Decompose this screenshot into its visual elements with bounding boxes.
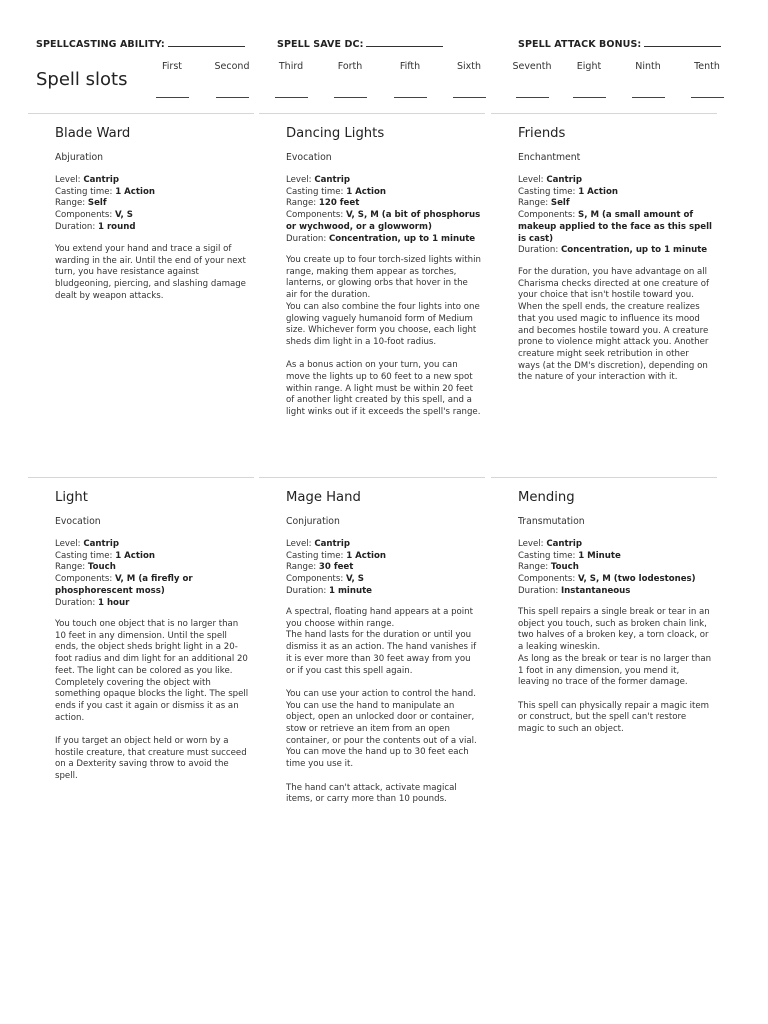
- slot-blank-4[interactable]: [394, 97, 427, 98]
- spell-duration: Concentration, up to 1 minute: [560, 245, 708, 256]
- slot-label-1: Second: [214, 61, 250, 72]
- spell-name: Light: [55, 490, 88, 505]
- components-label: Components:: [518, 574, 576, 585]
- description-paragraph: If you target an object held or worn by a hostile creature, that creature must succeed on a Dexterity saving throw to avoid the spell.: [55, 736, 247, 782]
- spell-name: Friends: [518, 126, 566, 141]
- description-paragraph: For the duration, you have advantage on all Charisma checks directed at one creature of your choice that isn't hostile toward you. When the spell ends, the creature realizes that you used magic to influence its mood and becomes hostile toward you. A creature prone to violence might attack you. Another creature might seek retribution in other ways (at the DM's discretion), depending on the nature of your interaction with it.: [518, 267, 710, 383]
- description-paragraph: You create up to four torch-sized lights within range, making them appear as torches, lanterns, or glowing orbs that hover in the air for the duration. You can also combine the four lights into one glowing vaguely humanoid form of Medium size. Whichever form you choose, each light sheds dim light in a 10-foot radius.: [286, 255, 481, 347]
- spell-name: Mending: [518, 490, 575, 505]
- spell-duration-row: [518, 245, 718, 257]
- spell-description: [286, 607, 481, 806]
- range-label: Range:: [286, 562, 317, 573]
- spell-slots-title: Spell slots: [36, 69, 128, 90]
- spell-components: V, S, M (a bit of phosphorus or wychwood, or a glowworm): [286, 210, 481, 232]
- spell-components-row: [55, 210, 255, 222]
- casting-time-label: Casting time:: [286, 550, 344, 561]
- spell-level: Cantrip: [83, 175, 119, 185]
- spell-casting-time-row: [518, 187, 718, 199]
- spell-casting-time: 1 Minute: [578, 550, 621, 561]
- spell-level-row: [518, 539, 718, 551]
- card-divider: [28, 113, 254, 114]
- card-divider: [28, 477, 254, 478]
- range-label: Range:: [55, 562, 86, 573]
- spell-casting-time: 1 Action: [115, 550, 155, 561]
- casting-time-label: Casting time:: [286, 186, 344, 197]
- spell-components-row: [286, 210, 486, 233]
- spell-attack-bonus-field: [518, 37, 721, 50]
- slot-label-2: Third: [278, 61, 304, 72]
- spellcasting-ability-field: [36, 37, 245, 50]
- description-paragraph: This spell repairs a single break or tear in an object you touch, such as broken chain link, two halves of a broken key, a torn cloack, or a leaking wineskin. As long as the break or tear is no larger than 1 foot in any dimension, you mend it, leaving no trace of the former damage.: [518, 607, 712, 688]
- spell-name: Mage Hand: [286, 490, 361, 505]
- spell-level-row: [518, 175, 718, 187]
- spell-components: S, M (a small amount of makeup applied to the face as this spell is cast): [518, 210, 712, 244]
- spell-duration: Concentration, up to 1 minute: [328, 233, 476, 244]
- spellcasting-ability-blank[interactable]: [168, 37, 245, 47]
- slot-label-5: Sixth: [456, 61, 482, 72]
- spell-level: Cantrip: [314, 539, 350, 549]
- spell-range: 120 feet: [318, 198, 360, 209]
- spell-components: V, S, M (two lodestones): [578, 574, 696, 585]
- spell-components: V, M (a firefly or phosphorescent moss): [55, 574, 193, 596]
- spell-school: Evocation: [286, 152, 332, 163]
- card-divider: [259, 477, 485, 478]
- spell-school: Enchantment: [518, 152, 581, 163]
- spell-details: [55, 539, 255, 609]
- spell-school: Transmutation: [518, 516, 585, 527]
- level-label: Level:: [55, 539, 81, 549]
- spell-duration-row: [55, 598, 255, 610]
- spell-level: Cantrip: [546, 539, 582, 549]
- components-label: Components:: [286, 574, 344, 585]
- slot-blank-6[interactable]: [516, 97, 549, 98]
- spell-range: Self: [87, 198, 107, 209]
- duration-label: Duration:: [55, 597, 96, 608]
- spell-range-row: [286, 562, 486, 574]
- spell-attack-bonus-blank[interactable]: [644, 37, 721, 47]
- spell-details: [286, 175, 486, 245]
- components-label: Components:: [55, 210, 113, 221]
- level-label: Level:: [518, 175, 544, 185]
- slot-blank-5[interactable]: [453, 97, 486, 98]
- spell-level-row: [55, 539, 255, 551]
- spell-school: Abjuration: [55, 152, 104, 163]
- description-paragraph: A spectral, floating hand appears at a point you choose within range. The hand lasts for the duration or until you dismiss it as an action. The hand vanishes if it is ever more than 30 feet away from you or if you cast this spell again.: [286, 607, 477, 676]
- spell-components: V, S: [346, 574, 364, 585]
- description-paragraph: As a bonus action on your turn, you can move the lights up to 60 feet to a new spot within range. A light must be within 20 feet of another light created by this spell, and a light winks out if it exceeds the spell's range.: [286, 360, 481, 418]
- card-divider: [491, 113, 717, 114]
- slot-blank-7[interactable]: [573, 97, 606, 98]
- spellcasting-ability-label: SPELLCASTING ABILITY:: [36, 39, 165, 50]
- spell-casting-time: 1 Action: [346, 550, 386, 561]
- casting-time-label: Casting time:: [55, 550, 113, 561]
- spell-casting-time-row: [55, 551, 255, 563]
- spell-details: [286, 539, 486, 598]
- spell-level: Cantrip: [546, 175, 582, 185]
- components-label: Components:: [286, 210, 344, 221]
- slot-blank-0[interactable]: [156, 97, 189, 98]
- spell-level-row: [55, 175, 255, 187]
- range-label: Range:: [286, 198, 317, 209]
- duration-label: Duration:: [55, 221, 96, 232]
- spell-level: Cantrip: [83, 539, 119, 549]
- slot-blank-3[interactable]: [334, 97, 367, 98]
- spell-components-row: [518, 210, 718, 245]
- spell-name: Dancing Lights: [286, 126, 385, 141]
- spell-components: V, S: [115, 210, 133, 221]
- slot-blank-2[interactable]: [275, 97, 308, 98]
- casting-time-label: Casting time:: [518, 186, 576, 197]
- components-label: Components:: [55, 574, 113, 585]
- spell-attack-bonus-label: SPELL ATTACK BONUS:: [518, 39, 642, 50]
- spell-details: [518, 539, 718, 598]
- level-label: Level:: [518, 539, 544, 549]
- spell-duration-row: [286, 586, 486, 598]
- card-divider: [491, 477, 717, 478]
- spell-range: Self: [550, 198, 570, 209]
- components-label: Components:: [518, 210, 576, 221]
- spell-casting-time: 1 Action: [346, 186, 386, 197]
- slot-blank-8[interactable]: [632, 97, 665, 98]
- range-label: Range:: [518, 562, 549, 573]
- level-label: Level:: [55, 175, 81, 185]
- duration-label: Duration:: [518, 585, 559, 596]
- spell-duration-row: [55, 222, 255, 234]
- spell-casting-time-row: [518, 551, 718, 563]
- spell-description: [286, 255, 481, 419]
- spell-range-row: [518, 562, 718, 574]
- spell-components-row: [286, 574, 486, 586]
- spell-components-row: [518, 574, 718, 586]
- spell-save-dc-blank[interactable]: [366, 37, 443, 47]
- spell-school: Conjuration: [286, 516, 340, 527]
- spell-duration-row: [518, 586, 718, 598]
- slot-label-7: Eight: [576, 61, 602, 72]
- slot-label-8: Ninth: [635, 61, 661, 72]
- slot-label-9: Tenth: [694, 61, 720, 72]
- spell-school: Evocation: [55, 516, 101, 527]
- spell-range: 30 feet: [318, 562, 354, 573]
- spell-casting-time-row: [55, 187, 255, 199]
- description-paragraph: You touch one object that is no larger than 10 feet in any dimension. Until the spell ends, the object sheds bright light in a 20-foot radius and dim light for an additional 20 feet. The light can be colored as you like. Completely covering the object with something opaque blocks the light. The spell ends if you cast it again or dismiss it as an action.: [55, 619, 249, 723]
- spell-casting-time: 1 Action: [115, 186, 155, 197]
- spell-duration-row: [286, 234, 486, 246]
- spell-save-dc-label: SPELL SAVE DC:: [277, 39, 364, 50]
- spell-name: Blade Ward: [55, 126, 131, 141]
- description-paragraph: The hand can't attack, activate magical items, or carry more than 10 pounds.: [286, 782, 457, 805]
- spell-duration: Instantaneous: [560, 585, 631, 596]
- spell-level: Cantrip: [314, 175, 350, 185]
- spell-duration: 1 hour: [97, 597, 130, 608]
- spell-description: [518, 607, 713, 736]
- spell-save-dc-field: [277, 37, 443, 50]
- spell-level-row: [286, 175, 486, 187]
- spell-range-row: [286, 198, 486, 210]
- spell-range-row: [55, 198, 255, 210]
- slot-label-3: Forth: [337, 61, 363, 72]
- spell-details: [55, 175, 255, 234]
- slot-label-4: Fifth: [399, 61, 421, 72]
- description-paragraph: You can use your action to control the hand. You can use the hand to manipulate an object, open an unlocked door or container, stow or retrieve an item from an open container, or pour the contents out of a vial. You can move the hand up to 30 feet each time you use it.: [286, 688, 477, 770]
- spell-details: [518, 175, 718, 257]
- level-label: Level:: [286, 175, 312, 185]
- spell-range: Touch: [550, 562, 579, 573]
- spell-description: [518, 267, 713, 384]
- spell-description: [55, 244, 250, 303]
- description-paragraph: This spell can physically repair a magic item or construct, but the spell can't restore magic to such an object.: [518, 700, 709, 735]
- slot-blank-1[interactable]: [216, 97, 249, 98]
- description-paragraph: You extend your hand and trace a sigil of warding in the air. Until the end of your next turn, you have resistance against bludgeoning, piercing, and slashing damage dealt by weapon attacks.: [55, 244, 246, 301]
- level-label: Level:: [286, 539, 312, 549]
- spell-casting-time-row: [286, 187, 486, 199]
- duration-label: Duration:: [518, 245, 559, 256]
- casting-time-label: Casting time:: [55, 186, 113, 197]
- spell-description: [55, 619, 250, 783]
- spell-casting-time-row: [286, 551, 486, 563]
- spell-casting-time: 1 Action: [578, 186, 618, 197]
- slot-label-6: Seventh: [512, 61, 552, 72]
- spell-range-row: [55, 562, 255, 574]
- spell-duration: 1 round: [97, 221, 136, 232]
- range-label: Range:: [518, 198, 549, 209]
- casting-time-label: Casting time:: [518, 550, 576, 561]
- duration-label: Duration:: [286, 233, 327, 244]
- spell-level-row: [286, 539, 486, 551]
- card-divider: [259, 113, 485, 114]
- range-label: Range:: [55, 198, 86, 209]
- slot-label-0: First: [162, 61, 182, 72]
- duration-label: Duration:: [286, 585, 327, 596]
- slot-blank-9[interactable]: [691, 97, 724, 98]
- spell-range: Touch: [87, 562, 116, 573]
- spell-duration: 1 minute: [328, 585, 373, 596]
- spell-components-row: [55, 574, 255, 597]
- spell-range-row: [518, 198, 718, 210]
